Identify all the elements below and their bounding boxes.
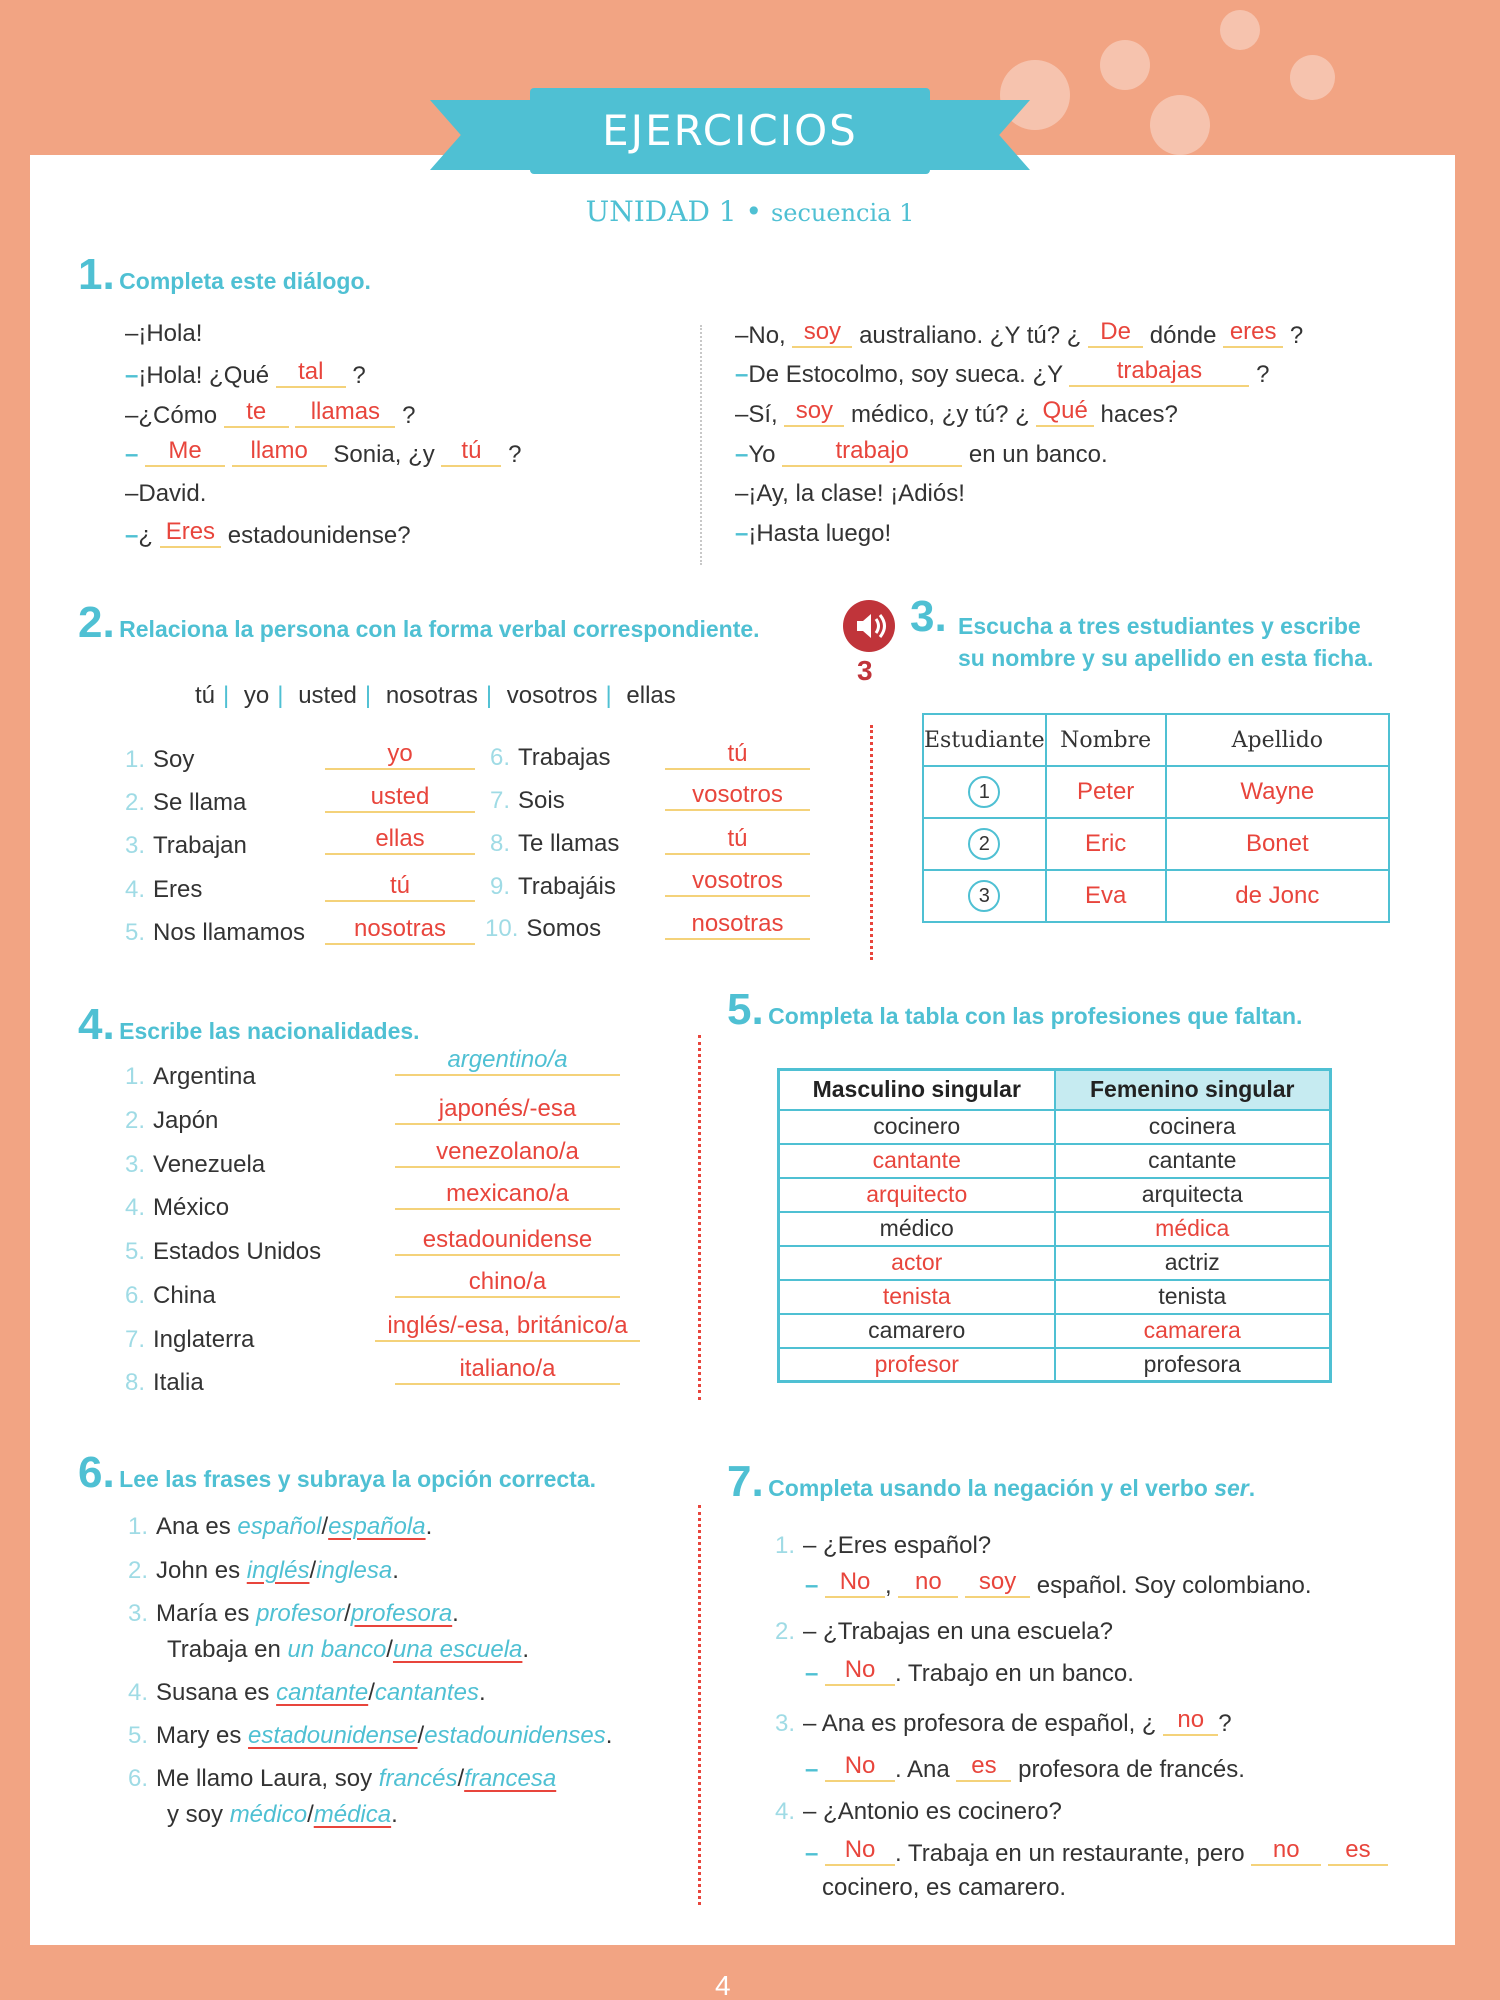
answer-blank: tal: [276, 358, 346, 388]
table-header: Nombre: [1046, 714, 1166, 766]
correct-option: española: [328, 1513, 426, 1540]
answer-blank: Qué: [1036, 397, 1093, 427]
student-surname: Wayne: [1166, 766, 1389, 818]
answer-blank: mexicano/a: [395, 1180, 620, 1210]
correct-option: estadounidense: [248, 1722, 418, 1749]
table-header: Femenino singular: [1055, 1070, 1331, 1110]
answer-blank: trabajo: [782, 437, 962, 467]
sentence: 3. María es profesor/profesora.: [128, 1600, 459, 1627]
match-item: 7. Sois: [490, 787, 565, 814]
answer-blank: Eres: [160, 518, 221, 548]
answer-blank: japonés/-esa: [395, 1095, 620, 1125]
table-row: camarero camarera: [779, 1314, 1331, 1348]
column-divider: [698, 1035, 701, 1400]
match-item: 6. Trabajas: [490, 744, 611, 771]
question: 1. – ¿Eres español?: [775, 1532, 992, 1559]
table-row: actor actriz: [779, 1246, 1331, 1280]
match-item: 3. Trabajan: [125, 832, 247, 859]
answer-line: cocinero, es camarero.: [822, 1874, 1067, 1901]
table-header: Estudiante: [923, 714, 1046, 766]
unit-subtitle: [0, 195, 1500, 228]
bg-dot: [1220, 10, 1260, 50]
exercise-instruction: Relaciona la persona con la forma verbal correspondiente.: [119, 616, 760, 642]
column-divider: [700, 325, 702, 565]
dialog-line: –¿Cómo te llamas ?: [125, 398, 416, 429]
answer-blank: venezolano/a: [395, 1138, 620, 1168]
answer-blank: vosotros: [665, 781, 810, 811]
answer-blank: ellas: [325, 825, 475, 855]
table-header: Masculino singular: [779, 1070, 1055, 1110]
answer-blank: De: [1088, 318, 1143, 348]
country-item: 3. Venezuela: [125, 1151, 266, 1178]
country-item: 8. Italia: [125, 1369, 204, 1396]
correct-option: médica: [313, 1801, 392, 1828]
answer-blank: No: [825, 1568, 885, 1598]
sentence: 2. John es inglés/inglesa.: [128, 1557, 399, 1584]
correct-option: cantante: [276, 1679, 369, 1706]
table-row: tenista tenista: [779, 1280, 1331, 1314]
exercise-2-heading: [78, 598, 760, 648]
answer-blank: No: [825, 1656, 895, 1686]
table-row: [923, 870, 1389, 922]
exercise-5-heading: [727, 985, 1302, 1035]
dialog-line: –¿ Eres estadounidense?: [125, 518, 411, 549]
dialog-line: – Me llamo Sonia, ¿y tú ?: [125, 437, 522, 468]
dialog-line: –¡Hasta luego!: [735, 520, 892, 547]
professions-table: [777, 1068, 1332, 1383]
sentence: 1. Ana es español/española.: [128, 1513, 433, 1540]
sentence: 4. Susana es cantante/cantantes.: [128, 1679, 486, 1706]
correct-option: una escuela: [392, 1636, 523, 1663]
country-item: 4. México: [125, 1194, 230, 1221]
answer-line: – No . Trabaja en un restaurante, pero no es: [805, 1836, 1388, 1868]
audio-speaker-icon[interactable]: [843, 600, 895, 652]
bg-dot: [1150, 95, 1210, 155]
exercise-number: 2.: [78, 598, 115, 647]
answer-blank: te: [224, 398, 289, 428]
country-item: 6. China: [125, 1282, 216, 1309]
answer-blank: no: [898, 1568, 958, 1598]
answer-blank: inglés/-esa, británico/a: [375, 1312, 640, 1342]
dialog-line: –Sí, soy médico, ¿y tú? ¿ Qué haces?: [735, 397, 1178, 428]
match-item: 2. Se llama: [125, 789, 247, 816]
exercise-instruction: Lee las frases y subraya la opción correcta.: [119, 1466, 597, 1492]
table-row: arquitecto arquitecta: [779, 1178, 1331, 1212]
country-item: 1. Argentina: [125, 1063, 256, 1090]
correct-option: francesa: [464, 1765, 557, 1792]
question: 2. – ¿Trabajas en una escuela?: [775, 1618, 1113, 1645]
table-row: cocinero cocinera: [779, 1110, 1331, 1144]
answer-blank: no: [1163, 1706, 1218, 1736]
answer-blank: tú: [441, 437, 501, 467]
bg-dot: [1100, 40, 1150, 90]
match-item: 9. Trabajáis: [490, 873, 616, 900]
table-row: [923, 818, 1389, 870]
question: 3. – Ana es profesora de español, ¿ no ?: [775, 1706, 1232, 1737]
answer-blank: chino/a: [395, 1268, 620, 1298]
exercise-number: 3.: [910, 592, 947, 641]
country-item: 5. Estados Unidos: [125, 1238, 322, 1265]
exercise-4-heading: [78, 1000, 420, 1050]
match-item: 1. Soy: [125, 746, 195, 773]
banner-ribbon-right: [920, 100, 1030, 170]
exercise-7-heading: 7. Completa usando la negación y el verbo ser.: [727, 1457, 1256, 1506]
sentence: 5. Mary es estadounidense/estadounidenses.: [128, 1722, 613, 1749]
unit-label: UNIDAD 1: [585, 195, 737, 228]
dialog-line: –David.: [125, 480, 207, 507]
exercise-number: 5.: [727, 985, 764, 1034]
student-surname: de Jonc: [1166, 870, 1389, 922]
student-index: 1: [968, 776, 1000, 808]
column-divider: [870, 725, 873, 960]
answer-blank: tú: [325, 872, 475, 902]
exercise-number: 7.: [727, 1457, 764, 1506]
country-item: 2. Japón: [125, 1107, 219, 1134]
student-name: Eva: [1046, 870, 1166, 922]
dialog-line: –Yo trabajo en un banco.: [735, 437, 1108, 468]
exercise-instruction: Escucha a tres estudiantes y escribe su nombre y su apellido en esta ficha.: [958, 613, 1374, 671]
answer-line: – No . Ana es profesora de francés.: [805, 1752, 1245, 1783]
answer-blank: trabajas: [1069, 357, 1249, 387]
answer-blank: eres: [1223, 318, 1283, 348]
student-name: Peter: [1046, 766, 1166, 818]
match-item: 5. Nos llamamos: [125, 919, 306, 946]
answer-line: – No . Trabajo en un banco.: [805, 1656, 1134, 1687]
answer-blank: nosotras: [665, 910, 810, 940]
table-row: profesor profesora: [779, 1348, 1331, 1382]
answer-blank: es: [1328, 1836, 1388, 1866]
answer-blank: no: [1251, 1836, 1321, 1866]
match-item: 8. Te llamas: [490, 830, 620, 857]
exercise-instruction: Completa este diálogo.: [119, 268, 371, 294]
sentence: Trabaja en un banco/una escuela.: [167, 1636, 530, 1663]
answer-blank: soy: [784, 397, 844, 427]
answer-blank: yo: [325, 740, 475, 770]
answer-blank: llamo: [232, 437, 327, 467]
exercise-instruction: Completa la tabla con las profesiones que faltan.: [768, 1003, 1303, 1029]
table-row: médico médica: [779, 1212, 1331, 1246]
bullet: •: [745, 195, 763, 228]
table-row: [923, 766, 1389, 818]
answer-blank: vosotros: [665, 867, 810, 897]
exercise-number: 6.: [78, 1448, 115, 1497]
table-row: cantante cantante: [779, 1144, 1331, 1178]
answer-blank: estadounidense: [395, 1226, 620, 1256]
answer-blank: soy: [965, 1568, 1030, 1598]
page-title: EJERCICIOS: [530, 88, 930, 174]
dialog-line: –¡Hola! ¿Qué tal ?: [125, 358, 366, 389]
answer-blank: Me: [145, 437, 225, 467]
page-number: 4: [715, 1970, 731, 2000]
dialog-line: –¡Hola!: [125, 320, 203, 347]
answer-blank: No: [825, 1836, 895, 1866]
answer-blank: italiano/a: [395, 1355, 620, 1385]
answer-blank: tú: [665, 740, 810, 770]
track-number: 3: [857, 655, 873, 686]
exercise-instruction: Escribe las nacionalidades.: [119, 1018, 420, 1044]
exercise-number: 4.: [78, 1000, 115, 1049]
answer-blank: No: [825, 1752, 895, 1782]
student-surname: Bonet: [1166, 818, 1389, 870]
answer-blank: es: [956, 1752, 1011, 1782]
student-index: 3: [968, 880, 1000, 912]
bg-dot: [1290, 55, 1335, 100]
match-item: 4. Eres: [125, 876, 203, 903]
exercise-3-heading: [910, 592, 947, 642]
answer-blank: argentino/a: [395, 1046, 620, 1076]
answer-line: – No , no soy español. Soy colombiano.: [805, 1568, 1312, 1599]
exercise-6-heading: [78, 1448, 596, 1498]
student-table: [922, 713, 1390, 923]
sequence-label: secuencia 1: [770, 199, 915, 227]
answer-blank: llamas: [295, 398, 395, 428]
student-index: 2: [968, 828, 1000, 860]
country-item: 7. Inglaterra: [125, 1326, 255, 1353]
exercise-number: 1.: [78, 250, 115, 299]
correct-option: inglés: [246, 1557, 310, 1584]
match-item: 10. Somos: [485, 915, 602, 942]
answer-blank: soy: [792, 318, 852, 348]
dialog-line: –¡Ay, la clase! ¡Adiós!: [735, 480, 965, 507]
exercise-instruction: Completa usando la negación y el verbo: [768, 1475, 1208, 1501]
sentence: y soy médico/médica.: [167, 1801, 398, 1828]
answer-blank: nosotras: [325, 915, 475, 945]
dialog-line: –No, soy australiano. ¿Y tú? ¿ De dónde eres ?: [735, 318, 1304, 349]
dialog-line: –De Estocolmo, soy sueca. ¿Y trabajas ?: [735, 357, 1270, 388]
pronoun-list: tú | yo | usted | nosotras | vosotros | ellas: [195, 682, 676, 709]
exercise-1-heading: [78, 250, 371, 300]
answer-blank: usted: [325, 783, 475, 813]
banner-ribbon-left: [430, 100, 540, 170]
question: 4. – ¿Antonio es cocinero?: [775, 1798, 1062, 1825]
answer-blank: tú: [665, 825, 810, 855]
table-header: Apellido: [1166, 714, 1389, 766]
column-divider: [698, 1505, 701, 1905]
correct-option: profesora: [350, 1600, 453, 1627]
student-name: Eric: [1046, 818, 1166, 870]
sentence: 6. Me llamo Laura, soy francés/francesa: [128, 1765, 557, 1792]
